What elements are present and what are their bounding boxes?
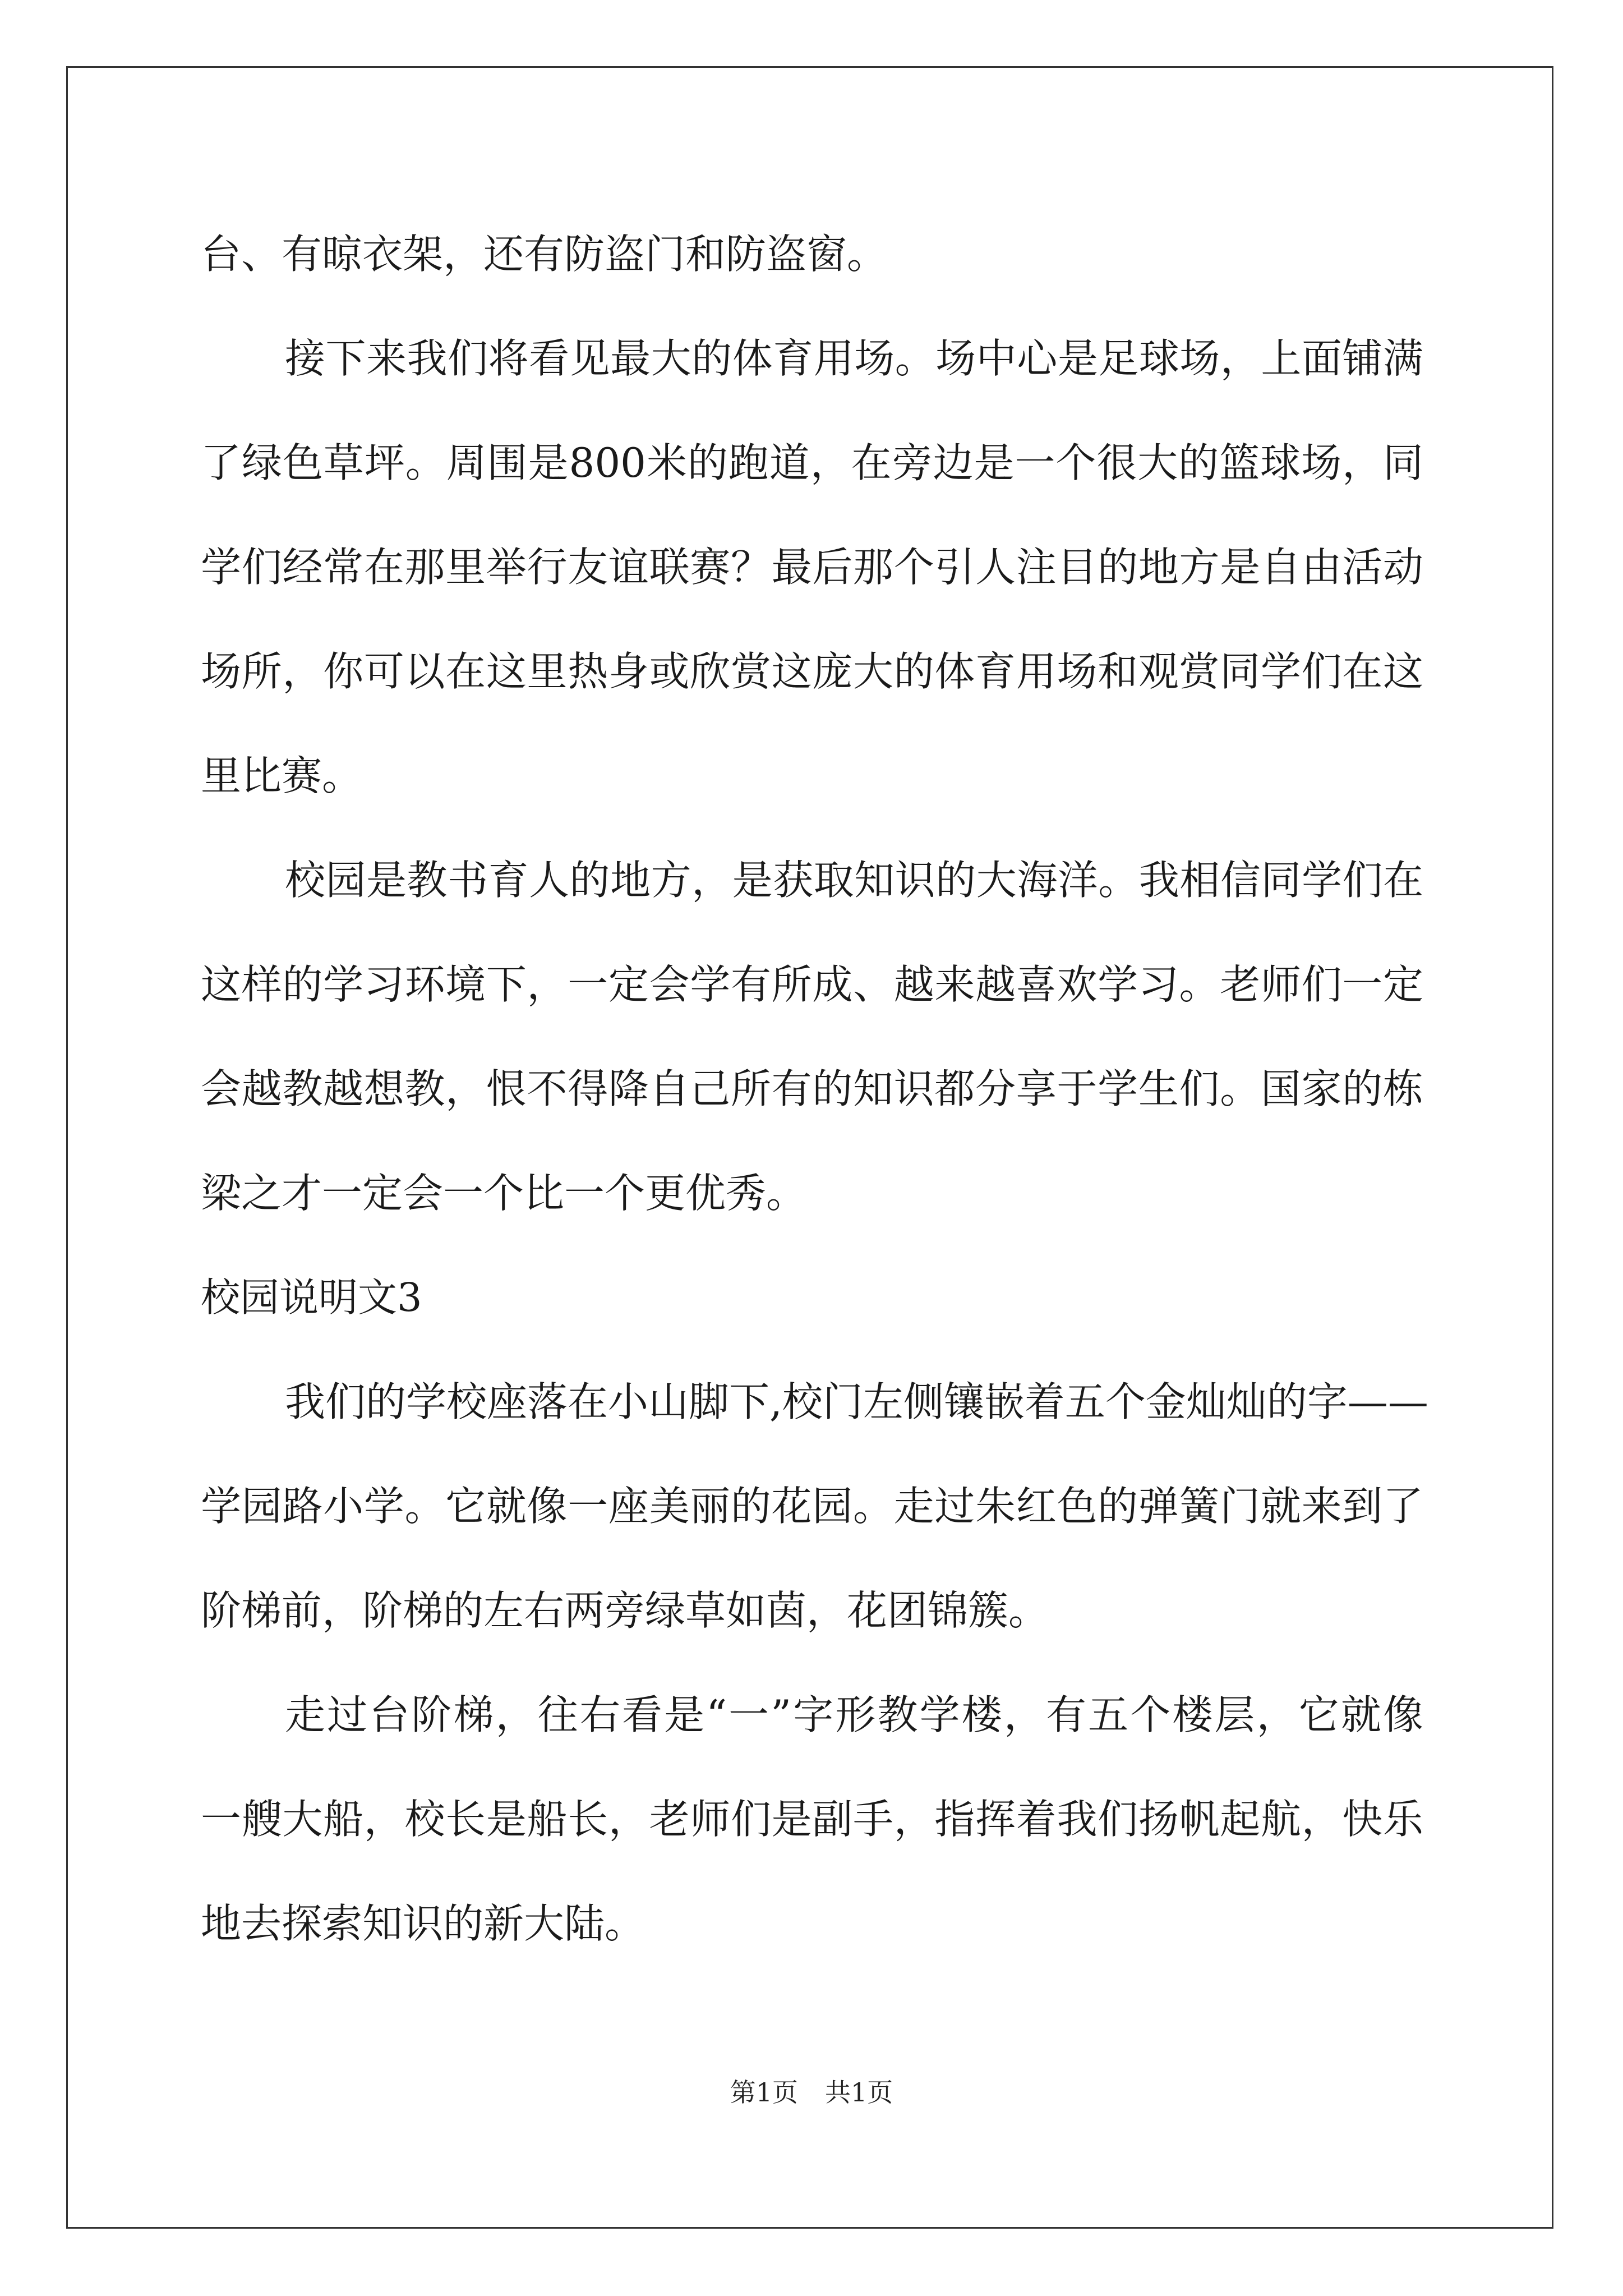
- text-line: 阶梯前，阶梯的左右两旁绿草如茵，花团锦簇。: [201, 1587, 1049, 1634]
- text-line: 会越教越想教，恨不得降自己所有的知识都分享于学生们。国家的栋: [201, 1065, 1423, 1112]
- text-line: 台、有晾衣架，还有防盗门和防盗窗。: [201, 231, 888, 278]
- text-line: 走过台阶梯，往右看是“一”字形教学楼，有五个楼层，它就像: [285, 1691, 1423, 1738]
- text-line: 我们的学校座落在小山脚下,校门左侧镶嵌着五个金灿灿的字——: [285, 1378, 1428, 1425]
- text-line: 校园是教书育人的地方，是获取知识的大海洋。我相信同学们在: [285, 857, 1423, 904]
- text-line: 地去探索知识的新大陆。: [201, 1900, 645, 1947]
- text-line: 学园路小学。它就像一座美丽的花园。走过朱红色的弹簧门就来到了: [201, 1483, 1423, 1530]
- text-line: 学们经常在那里举行友谊联赛？最后那个引人注目的地方是自由活动: [201, 544, 1423, 591]
- text-line: 一艘大船，校长是船长，老师们是副手，指挥着我们扬帆起航，快乐: [201, 1796, 1423, 1843]
- text-line: 这样的学习环境下，一定会学有所成、越来越喜欢学习。老师们一定: [201, 961, 1423, 1008]
- page-number: 第1页: [730, 2077, 798, 2108]
- page-total: 共1页: [825, 2077, 893, 2108]
- page-footer: [0, 2076, 1623, 2109]
- text-line: 梁之才一定会一个比一个更优秀。: [201, 1170, 807, 1217]
- text-line: 里比赛。: [201, 752, 363, 799]
- text-line: 接下来我们将看见最大的体育用场。场中心是足球场，上面铺满: [285, 335, 1423, 382]
- section-heading: 校园说明文3: [201, 1274, 422, 1320]
- document-body: [201, 202, 1428, 1976]
- text-line: 了绿色草坪。周围是800米的跑道，在旁边是一个很大的篮球场，同: [201, 439, 1423, 486]
- text-line: 场所，你可以在这里热身或欣赏这庞大的体育用场和观赏同学们在这: [201, 648, 1423, 695]
